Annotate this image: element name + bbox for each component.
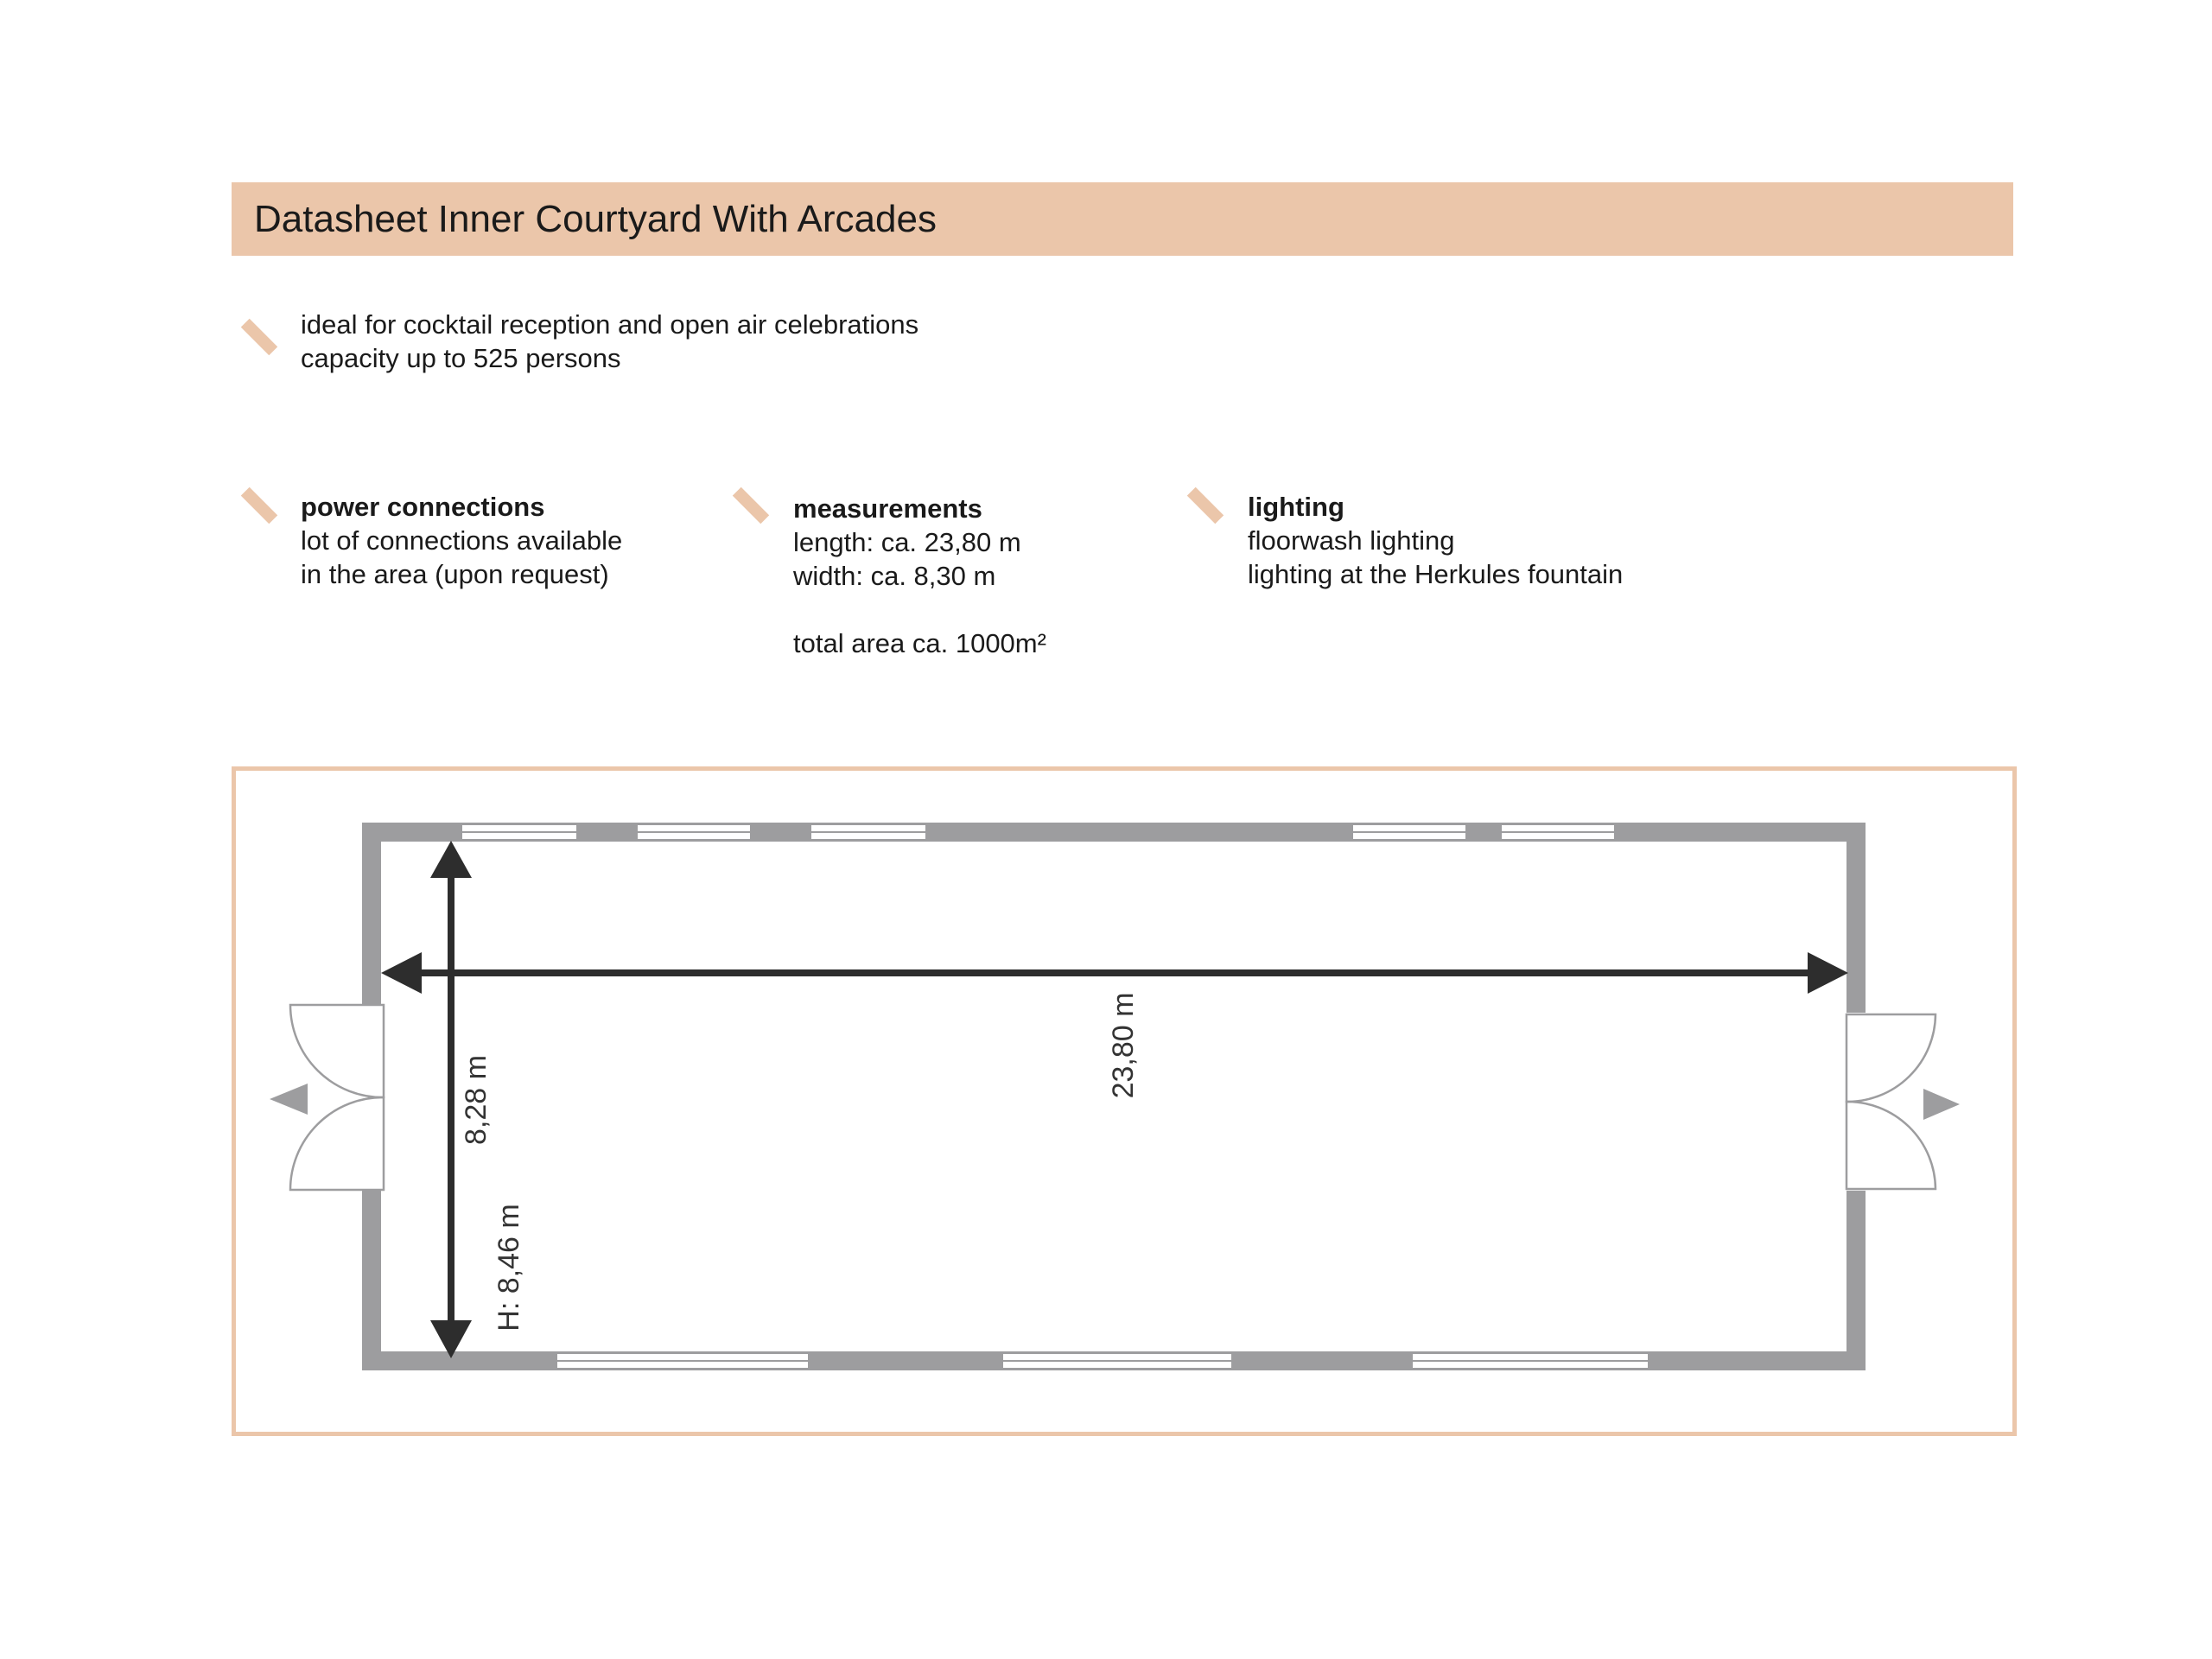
feature-line: lighting at the Herkules fountain bbox=[1248, 559, 1624, 589]
door-left bbox=[270, 1005, 387, 1190]
feature-line: lot of connections available bbox=[301, 525, 623, 556]
entrance-arrow-icon bbox=[270, 1084, 308, 1115]
feature-line: length: ca. 23,80 m bbox=[793, 527, 1021, 557]
door-leaf bbox=[1847, 1014, 1936, 1102]
arrowhead-up-icon bbox=[430, 841, 472, 878]
feature-heading-measurements: measurements bbox=[793, 493, 982, 524]
intro-line-use: ideal for cocktail reception and open air celebrations bbox=[301, 309, 919, 340]
width-label: 8,28 m bbox=[459, 1055, 493, 1145]
length-label: 23,80 m bbox=[1106, 992, 1140, 1099]
height-label: H: 8,46 m bbox=[492, 1204, 525, 1332]
door-leaf bbox=[290, 1005, 384, 1097]
feature-heading-power: power connections bbox=[301, 492, 545, 522]
intro-line-capacity: capacity up to 525 persons bbox=[301, 343, 621, 373]
feature-heading-lighting: lighting bbox=[1248, 492, 1344, 522]
page-title: Datasheet Inner Courtyard With Arcades bbox=[254, 198, 937, 240]
feature-line: floorwash lighting bbox=[1248, 525, 1455, 556]
arrowhead-right-icon bbox=[1808, 952, 1848, 994]
door-leaf bbox=[1847, 1102, 1936, 1189]
feature-line: in the area (upon request) bbox=[301, 559, 609, 589]
windows-bottom bbox=[556, 1353, 1649, 1369]
door-right bbox=[1840, 1013, 1960, 1191]
feature-line: width: ca. 8,30 m bbox=[793, 561, 996, 591]
exit-arrow-icon bbox=[1923, 1089, 1960, 1120]
arrowhead-left-icon bbox=[381, 952, 422, 994]
feature-line-total-area: total area ca. 1000m² bbox=[793, 628, 1046, 658]
length-dimension-arrow bbox=[381, 952, 1848, 994]
